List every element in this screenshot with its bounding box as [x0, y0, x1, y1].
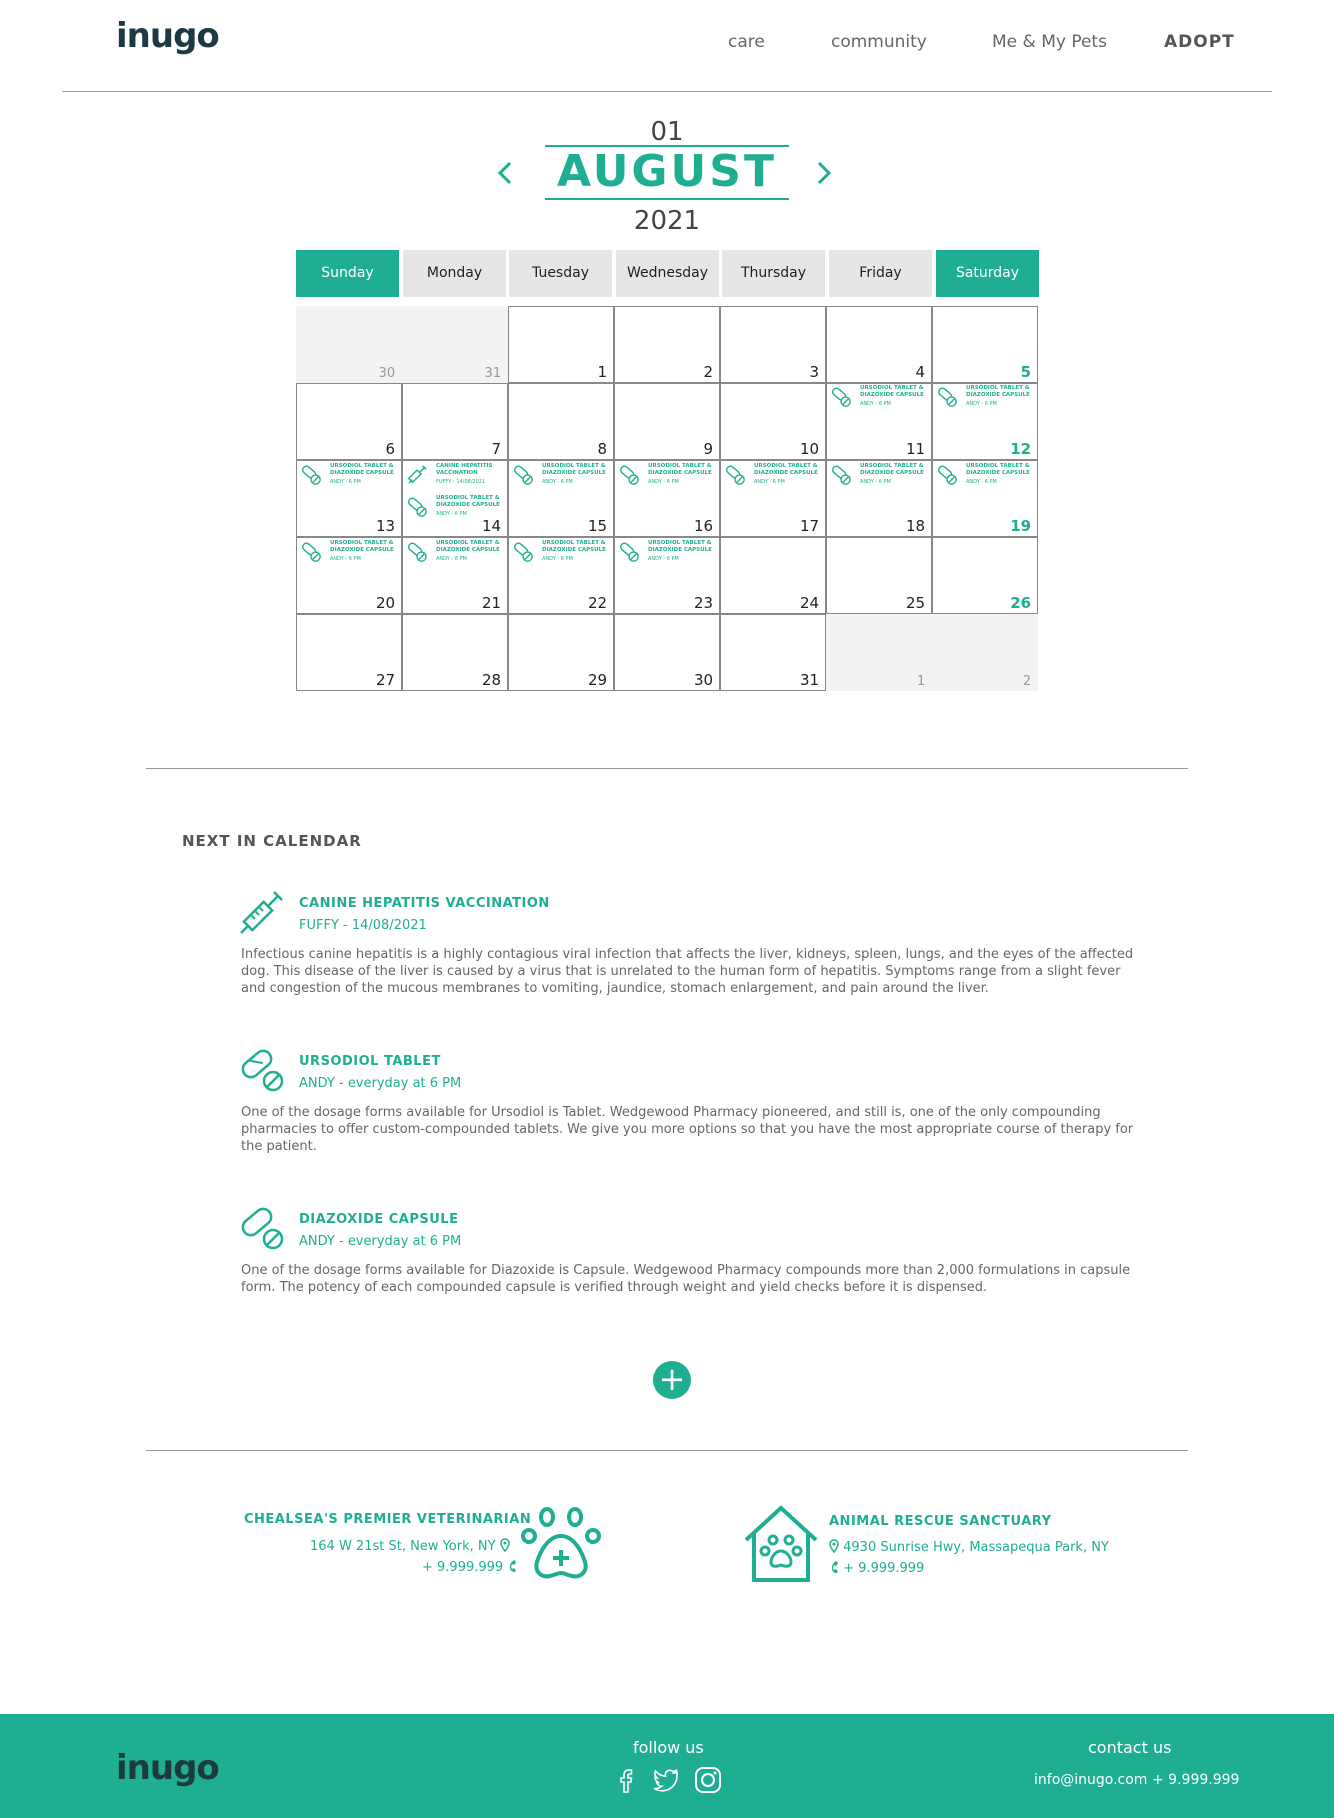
calendar-event[interactable]	[724, 461, 824, 488]
contact-us-label: contact us	[1088, 1738, 1172, 1757]
rescue-phone-text: + 9.999.999	[843, 1561, 925, 1576]
current-day: 01	[650, 117, 684, 147]
section-divider	[146, 768, 1188, 769]
pill-icon	[936, 464, 958, 486]
event-sub: ANDY - 6 PM	[860, 401, 891, 407]
day-number: 23	[694, 594, 714, 613]
location-pin-icon	[500, 1538, 510, 1552]
calendar-event[interactable]	[512, 538, 612, 565]
day-number: 15	[588, 517, 608, 536]
pill-icon	[406, 496, 428, 518]
calendar-day[interactable]	[402, 460, 508, 537]
entry-desc: One of the dosage forms available for Diazoxide is Capsule. Wedgewood Pharmacy compounds more than 2,000 formulations in capsule form. The potency of each compounded capsule is verified through weight and yield checks before it is dispensed.	[241, 1263, 1131, 1295]
entry-title[interactable]: DIAZOXIDE CAPSULE	[299, 1212, 459, 1227]
nav-community[interactable]: community	[831, 32, 927, 52]
animal-shelter-icon	[742, 1504, 820, 1584]
day-number: 4	[915, 363, 926, 382]
entry-sub: ANDY - everyday at 6 PM	[299, 1234, 462, 1249]
logo[interactable]: inugo	[116, 16, 219, 56]
day-number: 27	[376, 671, 396, 690]
pill-icon	[936, 386, 958, 408]
day-number: 22	[588, 594, 608, 613]
current-month: AUGUST	[545, 145, 789, 200]
entry-sub: ANDY - everyday at 6 PM	[299, 1076, 462, 1091]
calendar-day[interactable]	[720, 537, 826, 614]
calendar-day[interactable]	[508, 306, 614, 383]
event-sub: ANDY - 6 PM	[542, 556, 573, 562]
event-title: URSODIOL TABLET & DIAZOXIDE CAPSULE	[648, 463, 712, 476]
section-divider	[146, 1450, 1188, 1451]
event-title: URSODIOL TABLET & DIAZOXIDE CAPSULE	[860, 463, 924, 476]
weekday-friday: Friday	[829, 250, 932, 297]
event-title: URSODIOL TABLET & DIAZOXIDE CAPSULE	[966, 385, 1030, 398]
calendar-day[interactable]	[508, 383, 614, 460]
day-number: 10	[800, 440, 820, 459]
day-number: 21	[482, 594, 502, 613]
vet-title[interactable]: CHEALSEA'S PREMIER VETERINARIAN	[244, 1512, 532, 1527]
day-number: 25	[906, 594, 926, 613]
location-pin-icon	[829, 1539, 839, 1553]
event-sub: ANDY - 6 PM	[966, 401, 997, 407]
day-number: 29	[588, 671, 608, 690]
header-divider	[62, 91, 1272, 92]
nav-me-and-my-pets[interactable]: Me & My Pets	[992, 32, 1107, 52]
day-number: 26	[1010, 594, 1032, 613]
day-number: 16	[694, 517, 714, 536]
next-in-calendar-title: NEXT IN CALENDAR	[182, 832, 362, 850]
pill-icon	[618, 464, 640, 486]
calendar-day[interactable]	[508, 537, 614, 614]
day-number: 20	[376, 594, 396, 613]
calendar-day[interactable]	[614, 537, 720, 614]
event-sub: ANDY - 6 PM	[966, 479, 997, 485]
day-number: 12	[1010, 440, 1032, 459]
calendar-event[interactable]	[406, 461, 506, 488]
day-number: 11	[906, 440, 926, 459]
calendar-day[interactable]	[826, 306, 932, 383]
calendar-day[interactable]	[614, 306, 720, 383]
calendar-event[interactable]	[830, 461, 930, 488]
rescue-phone[interactable]	[829, 1560, 924, 1576]
event-sub: ANDY - 6 PM	[648, 556, 679, 562]
pill-icon	[406, 541, 428, 563]
day-number: 19	[1010, 517, 1032, 536]
vet-phone[interactable]	[422, 1559, 517, 1575]
calendar-day[interactable]	[402, 383, 508, 460]
entry-desc: Infectious canine hepatitis is a highly contagious viral infection that affects the liver, kidneys, spleen, lungs, and the eyes of the affected dog. This disease of the liver is caused by a virus that is unrelated to the human form of hepatitis. Symptoms range from a slight fever and congestion of the mucous membranes to vomiting, jaundice, stomach enlargement, and pain around the liver.	[241, 947, 1134, 996]
calendar-day[interactable]	[614, 383, 720, 460]
weekday-wednesday: Wednesday	[616, 250, 719, 297]
syringe-icon	[238, 888, 286, 936]
event-title: URSODIOL TABLET & DIAZOXIDE CAPSULE	[436, 495, 500, 508]
day-number: 6	[385, 440, 396, 459]
calendar-day[interactable]	[826, 460, 932, 537]
weekday-saturday: Saturday	[936, 250, 1039, 297]
pill-icon	[618, 541, 640, 563]
event-title: URSODIOL TABLET & DIAZOXIDE CAPSULE	[860, 385, 924, 398]
event-title: URSODIOL TABLET & DIAZOXIDE CAPSULE	[542, 540, 606, 553]
day-number: 5	[1020, 363, 1032, 382]
day-number: 2	[703, 363, 714, 382]
event-sub: ANDY - 6 PM	[860, 479, 891, 485]
calendar-day[interactable]	[402, 537, 508, 614]
calendar-event[interactable]	[406, 493, 506, 520]
paw-icon	[520, 1506, 602, 1584]
footer-logo[interactable]: inugo	[116, 1748, 219, 1788]
rescue-title[interactable]: ANIMAL RESCUE SANCTUARY	[829, 1514, 1052, 1529]
event-title: URSODIOL TABLET & DIAZOXIDE CAPSULE	[330, 540, 394, 553]
day-number: 14	[482, 517, 502, 536]
rescue-address-text: 4930 Sunrise Hwy, Massapequa Park, NY	[843, 1540, 1109, 1555]
calendar-day[interactable]	[932, 383, 1038, 460]
event-title: URSODIOL TABLET & DIAZOXIDE CAPSULE	[754, 463, 818, 476]
calendar-day[interactable]	[296, 306, 402, 383]
next-month-button[interactable]	[813, 158, 835, 188]
day-number: 1	[597, 363, 608, 382]
calendar-day[interactable]	[402, 306, 508, 383]
chevron-right-icon	[813, 158, 835, 188]
twitter-icon[interactable]	[652, 1766, 680, 1794]
event-title: URSODIOL TABLET & DIAZOXIDE CAPSULE	[330, 463, 394, 476]
calendar-day[interactable]	[296, 383, 402, 460]
pill-icon	[512, 464, 534, 486]
day-number: 18	[906, 517, 926, 536]
event-sub: ANDY - 6 PM	[330, 479, 361, 485]
footer-phone[interactable]: + 9.999.999	[1152, 1772, 1240, 1788]
phone-icon	[829, 1560, 839, 1574]
day-number: 1	[916, 674, 926, 690]
instagram-icon[interactable]	[694, 1766, 722, 1794]
calendar-event[interactable]	[618, 461, 718, 488]
event-sub: ANDY - 6 PM	[542, 479, 573, 485]
footer-email[interactable]: info@inugo.com	[1034, 1772, 1148, 1788]
day-number: 7	[491, 440, 502, 459]
event-sub: ANDY - 6 PM	[330, 556, 361, 562]
day-number: 13	[376, 517, 396, 536]
follow-us-label: follow us	[633, 1738, 704, 1757]
event-sub: ANDY - 6 PM	[754, 479, 785, 485]
calendar-event[interactable]	[618, 538, 718, 565]
calendar-day[interactable]	[720, 383, 826, 460]
event-title: URSODIOL TABLET & DIAZOXIDE CAPSULE	[542, 463, 606, 476]
calendar-event[interactable]	[512, 461, 612, 488]
pill-icon	[830, 386, 852, 408]
day-number: 9	[703, 440, 714, 459]
calendar-event[interactable]	[300, 461, 400, 488]
calendar-day[interactable]	[932, 306, 1038, 383]
weekday-tuesday: Tuesday	[509, 250, 612, 297]
calendar-day[interactable]	[826, 614, 932, 691]
event-sub: FUFFY - 14/08/2021	[436, 479, 486, 485]
calendar-day[interactable]	[296, 460, 402, 537]
pill-icon	[300, 464, 322, 486]
calendar-event[interactable]	[936, 461, 1036, 488]
entry-sub: FUFFY - 14/08/2021	[299, 918, 427, 933]
calendar-day[interactable]	[720, 306, 826, 383]
calendar-day[interactable]	[932, 614, 1038, 691]
nav-care[interactable]: care	[728, 32, 765, 52]
add-event-button[interactable]: +	[653, 1361, 691, 1399]
event-sub: ANDY - 6 PM	[436, 511, 467, 517]
calendar-day[interactable]	[826, 383, 932, 460]
weekday-monday: Monday	[403, 250, 506, 297]
calendar-day[interactable]	[826, 537, 932, 614]
vet-address	[310, 1538, 510, 1554]
pill-icon	[238, 1046, 286, 1094]
nav-adopt[interactable]: ADOPT	[1164, 32, 1235, 52]
entry-desc: One of the dosage forms available for Ursodiol is Tablet. Wedgewood Pharmacy pioneered, and still is, one of the only compounding pharmacies to offer custom-compounded tablets. We give you more options so that you have the most appropriate course of therapy for the patient.	[241, 1105, 1134, 1154]
calendar-event[interactable]	[406, 538, 506, 565]
vet-address-text: 164 W 21st St, New York, NY	[310, 1539, 496, 1554]
event-title: URSODIOL TABLET & DIAZOXIDE CAPSULE	[436, 540, 500, 553]
calendar-day[interactable]	[402, 614, 508, 691]
calendar-day[interactable]	[720, 460, 826, 537]
day-number: 31	[484, 366, 502, 382]
calendar-day[interactable]	[614, 460, 720, 537]
event-title: URSODIOL TABLET & DIAZOXIDE CAPSULE	[648, 540, 712, 553]
weekday-sunday: Sunday	[296, 250, 399, 297]
calendar-grid	[296, 306, 1039, 693]
calendar-day[interactable]	[720, 614, 826, 691]
weekday-thursday: Thursday	[722, 250, 825, 297]
day-number: 8	[597, 440, 608, 459]
calendar-day[interactable]	[508, 614, 614, 691]
entry-title[interactable]: CANINE HEPATITIS VACCINATION	[299, 896, 550, 911]
facebook-icon[interactable]	[612, 1766, 640, 1794]
syringe-icon	[406, 464, 428, 486]
entry-title[interactable]: URSODIOL TABLET	[299, 1054, 441, 1069]
prev-month-button[interactable]	[494, 158, 516, 188]
pill-icon	[238, 1204, 286, 1252]
day-number: 31	[800, 671, 820, 690]
calendar-day[interactable]	[296, 614, 402, 691]
event-sub: ANDY - 6 PM	[648, 479, 679, 485]
calendar-event[interactable]	[936, 383, 1036, 410]
day-number: 17	[800, 517, 820, 536]
event-sub: ANDY - 6 PM	[436, 556, 467, 562]
vet-phone-text: + 9.999.999	[422, 1560, 504, 1575]
calendar-day[interactable]	[508, 460, 614, 537]
event-title: URSODIOL TABLET & DIAZOXIDE CAPSULE	[966, 463, 1030, 476]
pill-icon	[512, 541, 534, 563]
calendar-day[interactable]	[296, 537, 402, 614]
chevron-left-icon	[494, 158, 516, 188]
calendar-event[interactable]	[300, 538, 400, 565]
calendar-event[interactable]	[830, 383, 930, 410]
day-number: 2	[1022, 674, 1032, 690]
day-number: 3	[809, 363, 820, 382]
calendar-day[interactable]	[932, 460, 1038, 537]
phone-icon	[507, 1559, 517, 1573]
calendar-day[interactable]	[932, 537, 1038, 614]
day-number: 30	[378, 366, 396, 382]
pill-icon	[724, 464, 746, 486]
day-number: 30	[694, 671, 714, 690]
day-number: 24	[800, 594, 820, 613]
calendar-day[interactable]	[614, 614, 720, 691]
pill-icon	[300, 541, 322, 563]
rescue-address	[829, 1539, 1109, 1555]
day-number: 28	[482, 671, 502, 690]
event-title: CANINE HEPATITIS VACCINATION	[436, 463, 493, 476]
pill-icon	[830, 464, 852, 486]
current-year: 2021	[633, 206, 701, 236]
